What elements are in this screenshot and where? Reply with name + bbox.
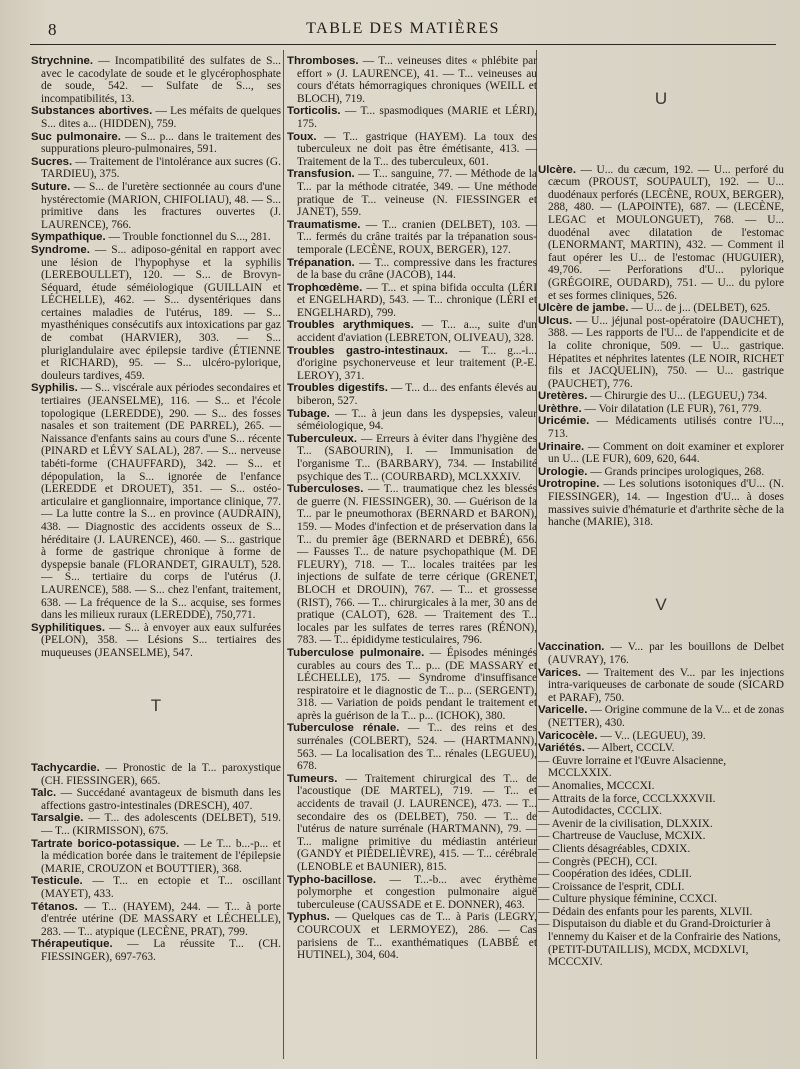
entry-heading: Sucres. — [31, 155, 73, 168]
index-entry — [31, 812, 281, 837]
index-entry — [31, 875, 281, 900]
entry-text: — T... des adolescents (DELBET), 519. — T... (KIRMISSON), 675. — [41, 812, 281, 838]
index-entry — [31, 131, 281, 156]
index-entry — [31, 156, 281, 181]
entry-text: — Albert, CCCLV. — [584, 742, 675, 755]
varietes-item: — Œuvre lorraine et l'Œuvre Alsacienne, MCCLXXIX. — [538, 754, 727, 780]
varietes-item: — Avenir de la civilisation, DLXXIX. — [538, 817, 713, 830]
index-entry — [287, 319, 537, 344]
entry-heading: Tubage. — [287, 407, 330, 420]
entry-text: — T... des reins et des surrénales (COLBERT), 524. — (HARTMANN), 563. — La localisation des T... rénales (LEGUEU), 678. — [297, 722, 537, 773]
index-entry — [287, 408, 537, 433]
entry-text: — U... du cæcum, 192. — U... perforé du cæcum (PROUST, SOUPAULT), 192. — U... duodénaux perforés (LECÈNE, ROUX, BERGER), 288, 480. — (LAPOINTE), 687. — (LECÈNE, LEGAC et MOULONGUET), 768. — U... duodénal avec dilatation de l'estomac (LENORMANT, MARTIN), 432. — Comment il faut opérer les U... de l'estomac (HUGUIER), 49,706. — Perforations d'U... pylorique (GRÉGOIRE, OUDARD), 751. — U... du pylore et ses formes cliniques, 526. — [548, 163, 784, 302]
entry-heading: Typhus. — [287, 911, 330, 924]
entry-text: — S... de l'uretère sectionnée au cours d'une hystérectomie (MARION, CHIFOLIAU), 48. — S... primitive dans les fractures ouvertes (J. LAURENCE), 766. — [41, 180, 281, 231]
entry-text: — Médicaments utilisés contre l'U..., 713. — [548, 415, 784, 441]
entries-u — [538, 164, 784, 529]
index-entry — [287, 647, 537, 723]
entry-heading: Tétanos. — [31, 900, 78, 913]
entry-heading: Tumeurs. — [287, 772, 338, 785]
entry-text: — Le T... b...-p... et la médication borée dans le traitement de l'épilepsie (MARIE, CROUZON et BOUTTIER), 368. — [41, 837, 281, 875]
index-entry — [538, 641, 784, 666]
entry-heading: Tarsalgie. — [31, 812, 84, 825]
entry-heading: Uricémie. — [538, 415, 590, 428]
index-entry — [538, 390, 784, 403]
index-entry — [538, 302, 784, 315]
running-title: TABLE DES MATIÈRES — [306, 20, 500, 37]
index-entry — [287, 105, 537, 130]
index-entry — [287, 131, 537, 169]
index-entry — [31, 622, 281, 660]
entry-text: — V... par les bouillons de Delbet (AUVRAY), 176. — [548, 641, 784, 666]
varietes-item: — Croissance de l'esprit, CDLI. — [538, 880, 685, 893]
index-entry — [287, 722, 537, 772]
entry-text: — Grands principes urologiques, 268. — [587, 465, 765, 478]
varietes-item: — Dédain des enfants pour les parents, XLVII. — [538, 905, 753, 918]
entry-heading: Suc pulmonaire. — [31, 130, 121, 143]
entry-heading: Thérapeutique. — [31, 938, 113, 951]
entry-heading: Variétés. — [538, 742, 585, 755]
entry-heading: Suture. — [31, 180, 71, 193]
entry-heading: Troubles arythmiques. — [287, 319, 414, 332]
entry-heading: Varices. — [538, 666, 582, 679]
entry-heading: Urotropine. — [538, 478, 600, 491]
index-entry — [31, 181, 281, 231]
entry-heading: Ulcus. — [538, 314, 573, 327]
entry-text: — Les méfaits de quelques S... dites a... (HIDDEN), 759. — [41, 105, 282, 130]
entry-heading: Urologie. — [538, 465, 588, 478]
entry-text: — T... (HAYEM), 244. — T... à porte d'entrée utérine (DE MASSARY et LÉCHELLE), 283. — T... atypique (LECÈNE, PRAT), 799. — [41, 900, 281, 938]
entry-text: — Traitement des V... par les injections intra-variqueuses de carbonate de soude (SICARD et PARAF), 750. — [548, 666, 784, 704]
entry-heading: Varicelle. — [538, 704, 588, 717]
entry-heading: Urèthre. — [538, 402, 582, 415]
entry-text: — S... viscérale aux périodes secondaires et tertiaires (JEANSELME), 116. — S... et l'école topologique (LEREDDE), 290. — S... des fosses nasales et son traitement (DE PARREL), 265. — Naissance d'enfants sains au cours d'une S... récente (PINARD et LÉVY SALAL), 287. — S... nerveuse tabéti-forme (CHAUFFARD), 342. — S... et dépopulation, la S... ignorée de l'enfance (LEREDDE et DROUET), 351. — S... ostéo-articulaire et ganglionnaire, importance clinique, 77. — La lutte contre la S... en province (AUDRAIN), 438. — Diagnostic des accidents osseux de S... héréditaire (J. LAURENCE), 460. — S... gastrique à forme de gastrique chronique à forme de dyspepsie banale (FLORANDET, GIRAULT), 528. — S... tertiaire du corps de l'utérus (J. LAURENCE), 588. — S... chez l'enfant, traitement, 638. — La fréquence de la S... acquise, ses formes dans les milieux ruraux (LEREDDE), 750,771. — [41, 382, 281, 622]
entry-text: — T... compressive dans les fractures de la base du crâne (JACOB), 144. — [297, 256, 537, 282]
entry-text: — U... de j... (DELBET), 625. — [628, 302, 771, 315]
index-entry — [287, 433, 537, 483]
entry-text: — Épisodes méningés curables au cours des T... p... (DE MASSARY et LÉCHELLE), 175. — Syndrome d'insuffisance respiratoire et le diagnostic de T... p... (SERGENT), 318. — Variation de poids pendant le traitement et après la guérison de la T... p... (ICHOK), 380. — [297, 646, 538, 722]
entries-t-start — [31, 762, 281, 964]
entry-heading: Syphilis. — [31, 382, 78, 395]
entry-text: — Traitement chirurgical des T... de l'acoustique (DE MARTEL), 719. — T... et accidents de travail (J. LAURENCE), 473. — T... secondaire des os (DELBET), 750. — T... de l'utérus de nature surrénale (HARTMANN), 79. — T... maligne primitive du médiastin antérieur (GANDY et PIÉDELIÈVRE), 415. — T... cérébrale (LENOBLE et BAUNIER), 815. — [297, 772, 537, 873]
entry-text: — T... cranien (DELBET), 103. — T... fermés du crâne traités par la trépanation sous-temporale (LECÈNE, ROUX, BERGER), 127. — [297, 218, 537, 256]
entry-text: — T... gastrique (HAYEM). La toux des tuberculeux ne doit pas être émétisante, 413. — Traitement de la T... des tuberculeux, 601. — [297, 130, 537, 168]
varietes-subentries — [538, 755, 784, 969]
index-entry — [538, 704, 784, 729]
index-entry — [538, 730, 784, 743]
index-entry — [538, 478, 784, 528]
column-3 — [538, 55, 784, 969]
section-letter-t: T — [150, 695, 162, 715]
index-entry — [287, 55, 537, 105]
index-entry — [31, 105, 281, 130]
entry-text: — Traitement de l'intolérance aux sucres (G. TARDIEU), 375. — [41, 155, 281, 181]
column-rule-1 — [283, 50, 284, 1059]
entry-heading: Sympathique. — [31, 231, 106, 244]
section-letter-v: V — [655, 594, 667, 614]
index-entry — [31, 244, 281, 383]
index-entry — [287, 382, 537, 407]
entry-text: — T... spasmodiques (MARIE et LÉRI), 175. — [297, 105, 537, 130]
entry-text: — Chirurgie des U... (LEGUEU,) 734. — [587, 390, 768, 403]
varietes-item: — Autodidactes, CCCLIX. — [538, 805, 663, 818]
varietes-item: — Chartreuse de Vaucluse, MCXIX. — [538, 830, 706, 843]
entry-heading: Tuberculeux. — [287, 432, 358, 445]
entry-text: — T... veineuses dites « phlébite par effort » (J. LAURENCE), 41. — T... veineuses au cours d'états hémorragiques chroniques (WEILL et BLOCH), 719. — [297, 55, 537, 105]
entry-text: — T... traumatique chez les blessés de guerre (N. FIESSINGER), 30. — Guérison de la T... par le pneumothorax (BERNARD et BARON), 159. — Modes d'infection et de préservation dans la T... du premier âge (BERNARD et DEBRÉ), 656. — Fausses T... de nature psychopathique (M. DE FLEURY), 718. — T... locales traitées par les injections de sulfate de terre cérique (GRENET, BLOCH et DROUIN), 767. — T... et grossesse (RIST), 766. — T... chirurgicales à la mer, 30 ans de pratique (CALOT), 628. — Traitement des T... locales par les sulfates de terres rares (RÉNON), 783. — T... épididyme testiculaires, 796. — [297, 483, 537, 647]
entry-text: — T... sanguine, 77. — Méthode de la T... par la méthode citratée, 349. — Une méthode pratique de T... veineuse (N. FIESSINGER et JANET), 559. — [297, 168, 537, 219]
varietes-item: — Disputaison du diable et du Grand-Droicturier à l'ennemy du Kaiser et de la Confrairie des Nations, (PETIT-DUTAILLIS), MCDX, MCDXLVI, MCCCXIV. — [538, 918, 781, 969]
entry-heading: Traumatisme. — [287, 218, 361, 231]
entry-text: — T... en ectopie et T... oscillant (MAYET), 433. — [41, 875, 281, 901]
entry-heading: Urinaire. — [538, 440, 585, 453]
entry-heading: Troubles digestifs. — [287, 382, 388, 395]
entry-heading: Trophœdème. — [287, 281, 363, 294]
index-entry — [31, 838, 281, 876]
section-letter-u: U — [654, 89, 668, 108]
index-entry — [31, 382, 281, 621]
index-entry — [287, 257, 537, 282]
index-entry — [31, 938, 281, 963]
index-entry — [538, 315, 784, 391]
entry-heading: Syphilitiques. — [31, 621, 106, 634]
entry-heading: Typho-bacillose. — [287, 873, 377, 886]
entry-text: — T... g...-i... d'origine psychonerveuse et leur traitement (P.-E. LEROY), 371. — [297, 344, 537, 382]
index-entry — [538, 403, 784, 416]
varietes-item: — Attraits de la force, CCCLXXXVII. — [538, 792, 716, 805]
entry-text: — S... à envoyer aux eaux sulfurées (PELON), 358. — Lésions S... tertiaires des muqueuses (JEANSELME), 547. — [41, 621, 281, 659]
entry-text: — T... à jeun dans les dyspepsies, valeur séméiologique, 94. — [297, 407, 537, 433]
entry-text: — Voir dilatation (LE FUR), 761, 779. — [581, 402, 762, 415]
entry-text: — S... p... dans le traitement des suppurations pleuro-pulmonaires, 591. — [41, 130, 281, 156]
index-entry — [287, 345, 537, 383]
varietes-item: — Congrès (PECH), CCI. — [538, 855, 658, 868]
entry-text: — Comment on doit examiner et explorer un U... (LE FUR), 609, 620, 644. — [548, 440, 784, 466]
entry-text: — U... jéjunal post-opératoire (DAUCHET), 388. — Les rapports de l'U... de l'appendicite et de la colite chronique, 509. — U... gastrique. Hépatites et néphrites latentes (LE NOIR, RICHET fils et JACQUELIN), 750. — U... gastrique (PAUCHET), 776. — [548, 314, 784, 390]
entry-text: — Trouble fonctionnel du S..., 281. — [105, 231, 271, 244]
index-entry — [31, 901, 281, 939]
index-entry — [538, 742, 784, 755]
entry-text: — Erreurs à éviter dans l'hygiène des T... (SABOURIN), I. — Immunisation de l'organisme T... (BARBARY), 734. — Instabilité psychique des T... (COURBARD), MCLXXXIV. — [297, 432, 537, 483]
entry-text: — T... et spina bifida occulta (LÉRI et ENGELHARD), 543. — T... chronique (LÉRI et ENGELHARD), 799. — [297, 281, 537, 319]
entry-text: — T...-b... avec érythème polymorphe et congestion pulmonaire aiguë tuberculeuse (CAUSSADE et E. DONNER), 463. — [297, 873, 537, 911]
entry-heading: Ulcère de jambe. — [538, 302, 629, 315]
index-entry — [287, 773, 537, 874]
entry-text: — Succédané avantageux de bismuth dans les affections gastro-intestinales (DRESCH), 407. — [41, 787, 281, 812]
index-entry — [287, 282, 537, 320]
entry-heading: Troubles gastro-intestinaux. — [287, 344, 448, 357]
entry-text: — Origine commune de la V... et de zonas (NETTER), 430. — [548, 704, 784, 729]
entry-text: — La réussite T... (CH. FIESSINGER), 697-763. — [41, 938, 281, 963]
entries-t — [287, 55, 537, 962]
column-1 — [31, 55, 281, 964]
index-entry — [287, 483, 537, 647]
page-header — [30, 18, 776, 45]
entry-heading: Tuberculoses. — [287, 483, 364, 496]
varietes-item: — Coopération des idées, CDLII. — [538, 868, 692, 881]
entry-heading: Vaccination. — [538, 641, 605, 654]
index-entry — [31, 787, 281, 812]
entries-v — [538, 641, 784, 754]
entry-text: — V... (LEGUEU), 39. — [597, 729, 706, 742]
index-entry — [31, 55, 281, 105]
entry-heading: Torticolis. — [287, 105, 341, 118]
index-entry — [31, 231, 281, 244]
entry-heading: Ulcère. — [538, 163, 576, 176]
entry-text: — T... d... des enfants élevés au biberon, 527. — [297, 382, 537, 408]
entry-heading: Thromboses. — [287, 55, 359, 67]
page-number: 8 — [48, 20, 57, 39]
index-entry — [538, 164, 784, 303]
index-entry — [287, 911, 537, 961]
entry-text: — Incompatibilité des sulfates de S... avec le cacodylate de soude et le glycérophosphate de soude, 542. — Sulfate de S..., ses incompatibilités, 13. — [41, 55, 281, 105]
entries-s — [31, 55, 281, 660]
entry-text: — T... a..., suite d'un accident d'aviation (LEBRETON, OLIVEAU), 328. — [297, 319, 537, 345]
entry-heading: Tuberculose rénale. — [287, 722, 400, 735]
entry-heading: Tachycardie. — [31, 762, 100, 775]
entry-heading: Toux. — [287, 130, 317, 143]
index-entry — [538, 415, 784, 440]
entry-heading: Talc. — [31, 787, 57, 800]
entry-heading: Strychnine. — [31, 55, 94, 67]
varietes-item: — Clients désagréables, CDXIX. — [538, 842, 691, 855]
entry-text: — Les solutions isotoniques d'U... (N. FIESSINGER), 14. — Ingestion d'U... à doses massives suivie d'hématurie et d'arthrite sèche de la hanche (MARIE), 318. — [548, 478, 784, 529]
index-entry — [538, 441, 784, 466]
entry-heading: Testicule. — [31, 875, 83, 888]
entry-heading: Syndrome. — [31, 243, 90, 256]
entry-heading: Tuberculose pulmonaire. — [287, 646, 425, 659]
entry-heading: Uretères. — [538, 390, 588, 403]
index-entry — [287, 874, 537, 912]
index-entry — [287, 219, 537, 257]
entry-heading: Varicocèle. — [538, 729, 598, 742]
entry-text: — S... adiposo-génital en rapport avec une lésion de l'hypophyse et la syphilis (LEREBOULLET), 120. — S... de Brovyn-Séquard, étude séméiologique (GUILLAIN et LÉCHELLE), 462. — S... dysentériques dans certaines maladies de l'utérus, 189. — S... myasthéniques consécutifs aux intoxications par gaz de combat (HARVIER), 303. — S... pluriglandulaire avec épilepsie tardive (ÉTIENNE et RICHARD), 95. — S... ulcéro-pylorique, douleurs tardives, 459. — [41, 243, 281, 382]
entry-heading: Substances abortives. — [31, 105, 153, 118]
varietes-item: — Anomalies, MCCCXI. — [538, 779, 655, 792]
varietes-item: — Culture physique féminine, CCXCI. — [538, 893, 718, 906]
column-2 — [287, 55, 537, 962]
entry-text: — Quelques cas de T... à Paris (LEGRY, COURCOUX et LERMOYEZ), 286. — Cas parisiens de T... exanthématiques (LABBÉ et HUTINEL), 304, 604. — [297, 911, 537, 962]
index-entry — [538, 667, 784, 705]
index-entry — [31, 762, 281, 787]
entry-heading: Tartrate borico-potassique. — [31, 837, 180, 850]
entry-text: — Pronostic de la T... paroxystique (CH. FIESSINGER), 665. — [41, 762, 281, 787]
entry-heading: Transfusion. — [287, 168, 355, 181]
index-entry — [287, 168, 537, 218]
entry-heading: Trépanation. — [287, 256, 355, 269]
index-entry — [538, 466, 784, 479]
